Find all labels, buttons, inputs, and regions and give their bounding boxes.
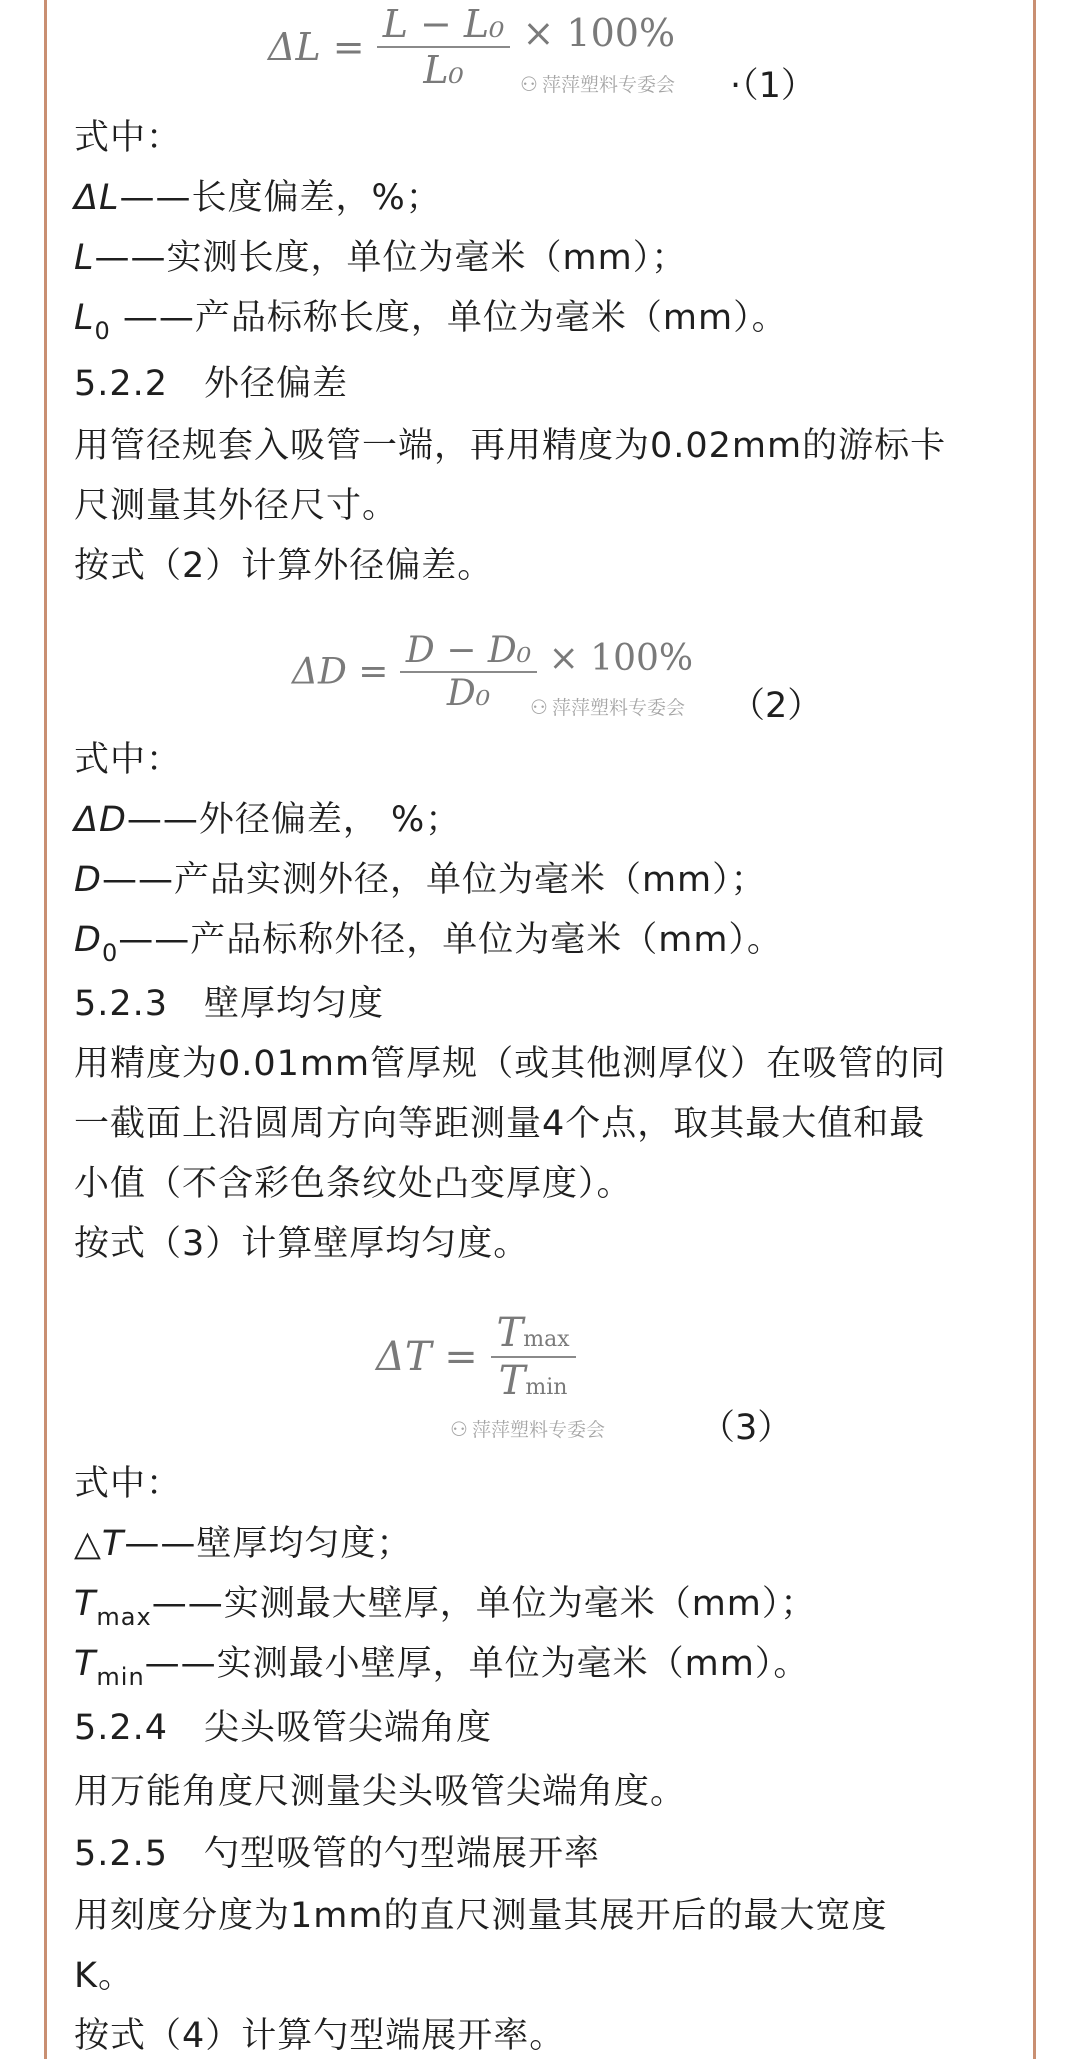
section-heading: 5.2.3 壁厚均匀度	[74, 984, 385, 1024]
definition-line: △T——壁厚均匀度；	[74, 1524, 413, 1564]
formula-2-fraction	[400, 630, 537, 714]
formula-2-rhs: × 100%	[548, 637, 694, 679]
paragraph-line: 按式（2）计算外径偏差。	[74, 546, 494, 586]
definition-line: $T_{max}——$实测最大壁厚，单位为毫米（mm）；	[74, 1584, 817, 1631]
watermark-2	[530, 693, 685, 720]
paragraph-line: K。	[74, 1956, 134, 1996]
paragraph-line: 尺测量其外径尺寸。	[74, 486, 399, 526]
section-heading: 5.2.4 尖头吸管尖端角度	[74, 1708, 493, 1748]
watermark-3	[450, 1415, 605, 1442]
definition-line: L——实测长度，单位为毫米（mm）；	[74, 238, 688, 278]
formula-1-denominator: L₀	[377, 46, 511, 92]
definition-line: $D_0——$产品标称外径，单位为毫米（mm）。	[74, 920, 783, 967]
watermark-text: 萍萍塑料专委会	[541, 74, 675, 96]
formula-3-denominator: Tmin	[491, 1356, 576, 1404]
paragraph-line: 按式（4）计算勺型端展开率。	[74, 2016, 566, 2056]
definition-line: $L_0$ ——产品标称长度，单位为毫米（mm）。	[74, 298, 788, 345]
paragraph-line: 用管径规套入吸管一端，再用精度为0.02mm的游标卡	[74, 426, 947, 466]
definition-line: ΔL——长度偏差，%；	[74, 178, 442, 218]
formula-1-rhs: × 100%	[522, 11, 676, 55]
wechat-icon: ⚇	[530, 695, 548, 719]
formula-1-lhs: ΔL =	[268, 25, 365, 69]
text-line: 式中：	[74, 118, 183, 158]
watermark-text: 萍萍塑料专委会	[551, 697, 685, 719]
formula-1-numerator: L − L₀	[382, 2, 505, 46]
text-line: 式中：	[74, 740, 183, 780]
paragraph-line: 用精度为0.01mm管厚规（或其他测厚仪）在吸管的同	[74, 1044, 947, 1084]
paragraph-line: 用刻度分度为1mm的直尺测量其展开后的最大宽度	[74, 1896, 888, 1936]
section-heading: 5.2.2 外径偏差	[74, 364, 349, 404]
paragraph-line: 小值（不含彩色条纹处凸变厚度）。	[74, 1164, 633, 1204]
paragraph-line: 按式（3）计算壁厚均匀度。	[74, 1224, 530, 1264]
paragraph-line: 用万能角度尺测量尖头吸管尖端角度。	[74, 1772, 687, 1812]
equation-label-3: （3）	[700, 1408, 793, 1448]
wechat-icon: ⚇	[450, 1417, 468, 1441]
watermark-text: 萍萍塑料专委会	[471, 1419, 605, 1441]
formula-3	[376, 1310, 576, 1404]
formula-3-lhs: ΔT =	[376, 1334, 478, 1380]
text-line: 式中：	[74, 1464, 183, 1504]
equation-label-1: ·（1）	[730, 66, 816, 106]
formula-2-lhs: ΔD =	[292, 651, 389, 693]
watermark-1	[520, 70, 675, 97]
formula-2-numerator: D − D₀	[405, 630, 532, 671]
equation-label-2: （2）	[730, 686, 823, 726]
paragraph-line: 一截面上沿圆周方向等距测量4个点，取其最大值和最	[74, 1104, 926, 1144]
definition-line: ΔD——外径偏差， %；	[74, 800, 462, 840]
formula-3-numerator: Tmax	[496, 1310, 570, 1356]
wechat-icon: ⚇	[520, 72, 538, 96]
formula-1-fraction	[377, 2, 511, 92]
definition-line: $T_{min}——$实测最小壁厚，单位为毫米（mm）。	[74, 1644, 810, 1691]
definition-line: D——产品实测外径，单位为毫米（mm）；	[74, 860, 767, 900]
formula-2-denominator: D₀	[400, 671, 537, 714]
section-heading: 5.2.5 勺型吸管的勺型端展开率	[74, 1834, 601, 1874]
formula-3-fraction	[491, 1310, 576, 1404]
